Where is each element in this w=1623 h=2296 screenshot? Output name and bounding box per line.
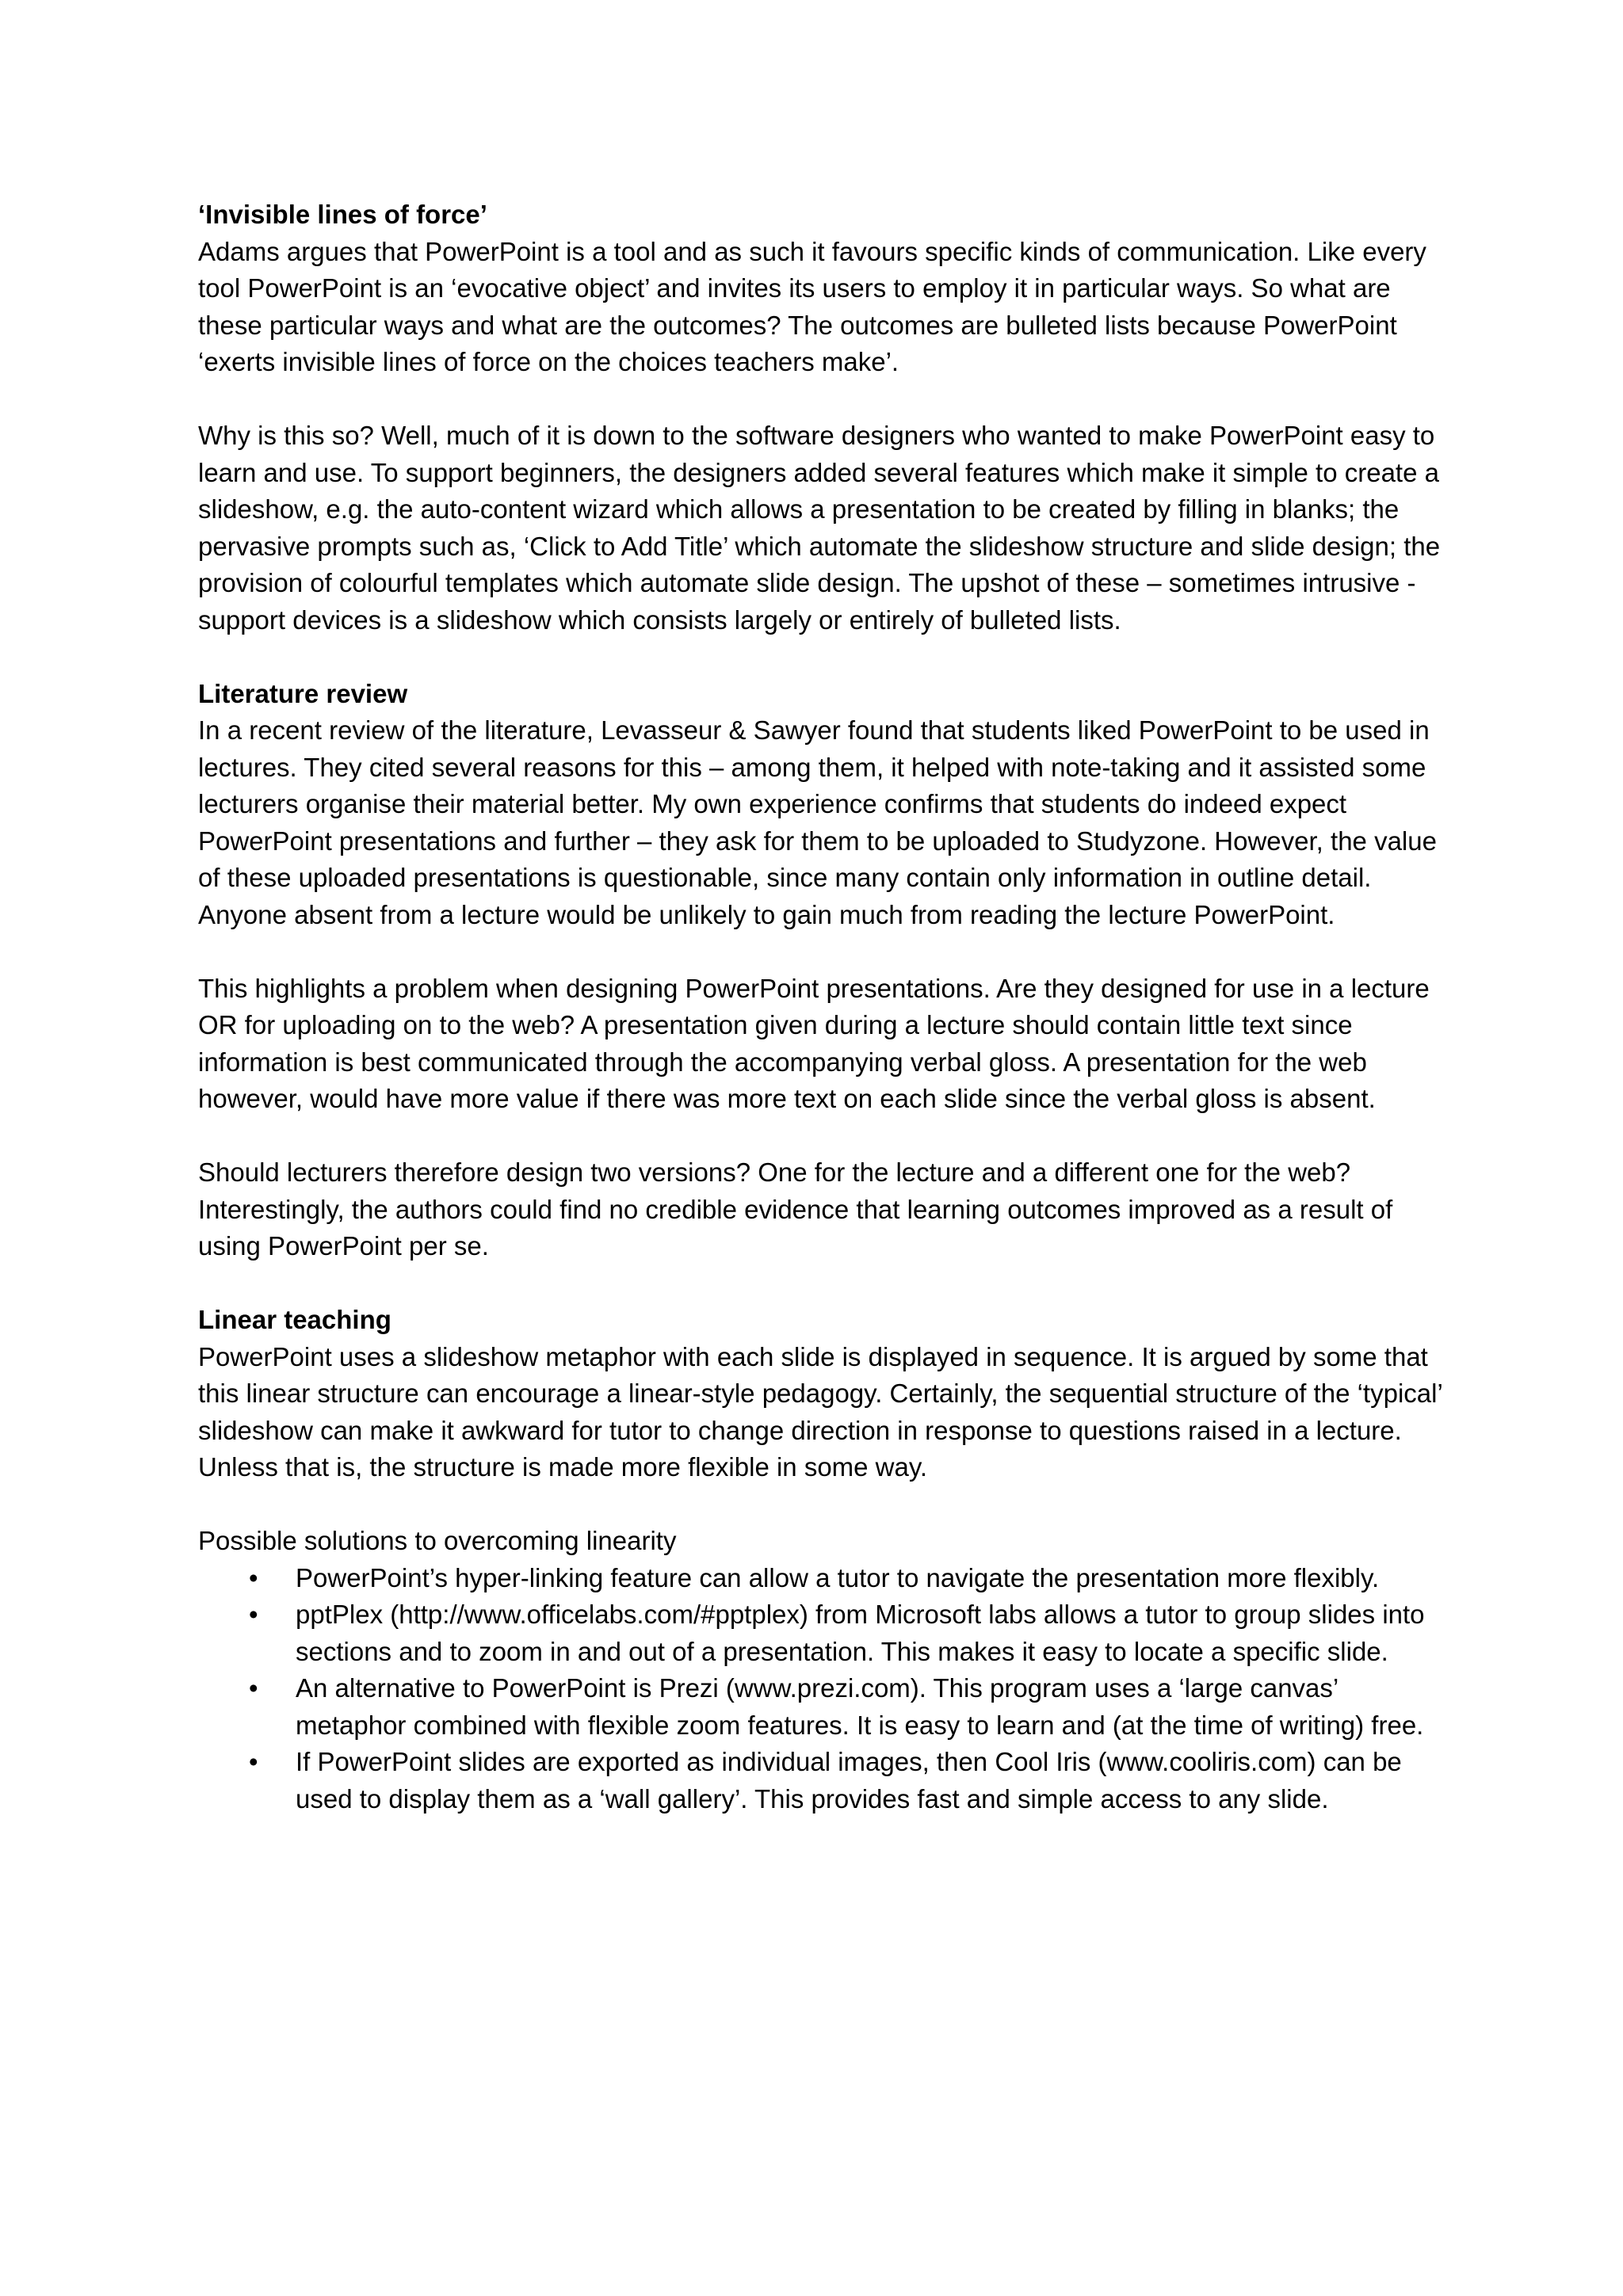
bullet-icon: • [249, 1600, 258, 1629]
paragraph: Why is this so? Well, much of it is down to the software designers who wanted to make PowerPoint easy to learn and use. To support beginners, the designers added several features which make it simple to create a slideshow, e.g. the auto-content wizard which allows a presentation to be created by filling in blanks; the pervasive prompts such as, ‘Click to Add Title’ which automate the slideshow structure and slide design; the provision of colourful templates which automate slide design. The upshot of these – sometimes intrusive - support devices is a slideshow which consists largely or entirely of bulleted lists. [198, 421, 1441, 635]
bullet-icon: • [249, 1747, 258, 1776]
list-item-text: PowerPoint’s hyper-linking feature can allow a tutor to navigate the presentation more flexibly. [296, 1562, 1380, 1592]
list-item-text: If PowerPoint slides are exported as individual images, then Cool Iris (www.cooliris.com) can be used to display them as a ‘wall gallery’. This provides fast and simple access to any slide. [296, 1747, 1402, 1814]
section-linear-teaching [198, 1302, 1450, 1817]
section-heading: Linear teaching [198, 1305, 391, 1334]
paragraph: In a recent review of the literature, Levasseur & Sawyer found that students liked PowerPoint to be used in lectures. They cited several reasons for this – among them, it helped with note-taking and it assisted some lecturers organise their material better. My own experience confirms that students do indeed expect PowerPoint presentations and further – they ask for them to be uploaded to Studyzone. However, the value of these uploaded presentations is questionable, since many contain only information in outline detail. Anyone absent from a lecture would be unlikely to gain much from reading the lecture PowerPoint. [198, 715, 1437, 929]
list-item [198, 1560, 1450, 1597]
bullet-icon: • [249, 1673, 258, 1703]
list-item [198, 1744, 1450, 1817]
paragraph: Adams argues that PowerPoint is a tool and as such it favours specific kinds of communication. Like every tool PowerPoint is an ‘evocative object’ and invites its users to employ it in particular ways. So what are these particular ways and what are the outcomes? The outcomes are bulleted lists because PowerPoint ‘exerts invisible lines of force on the choices teachers make’. [198, 236, 1426, 376]
list-item-text: An alternative to PowerPoint is Prezi (www.prezi.com). This program uses a ‘large canvas’ metaphor combined with flexible zoom features. It is easy to learn and (at the time of writing) free. [296, 1673, 1424, 1740]
section-heading: ‘Invisible lines of force’ [198, 200, 487, 229]
section-invisible-lines [198, 196, 1450, 639]
paragraph: Should lecturers therefore design two versions? One for the lecture and a different one for the web? Interestingly, the authors could find no credible evidence that learning outcomes improved as a result of using PowerPoint per se. [198, 1158, 1393, 1261]
list-item [198, 1670, 1450, 1744]
paragraph: PowerPoint uses a slideshow metaphor with each slide is displayed in sequence. It is argued by some that this linear structure can encourage a linear-style pedagogy. Certainly, the sequential structure of the ‘typical’ slideshow can make it awkward for tutor to change direction in response to questions raised in a lecture. Unless that is, the structure is made more flexible in some way. [198, 1341, 1442, 1482]
bullet-icon: • [249, 1562, 258, 1592]
section-heading: Literature review [198, 678, 408, 708]
document-page [198, 196, 1450, 1855]
solutions-list [198, 1560, 1450, 1818]
list-item [198, 1596, 1450, 1670]
list-item-text: pptPlex (http://www.officelabs.com/#pptplex) from Microsoft labs allows a tutor to group slides into sections and to zoom in and out of a presentation. This makes it easy to locate a specific slide. [296, 1600, 1425, 1666]
section-literature-review [198, 676, 1450, 1265]
solutions-intro: Possible solutions to overcoming linearity [198, 1526, 677, 1555]
paragraph: This highlights a problem when designing PowerPoint presentations. Are they designed for use in a lecture OR for uploading on to the web? A presentation given during a lecture should contain little text since information is best communicated through the accompanying verbal gloss. A presentation for the web however, would have more value if there was more text on each slide since the verbal gloss is absent. [198, 973, 1430, 1113]
